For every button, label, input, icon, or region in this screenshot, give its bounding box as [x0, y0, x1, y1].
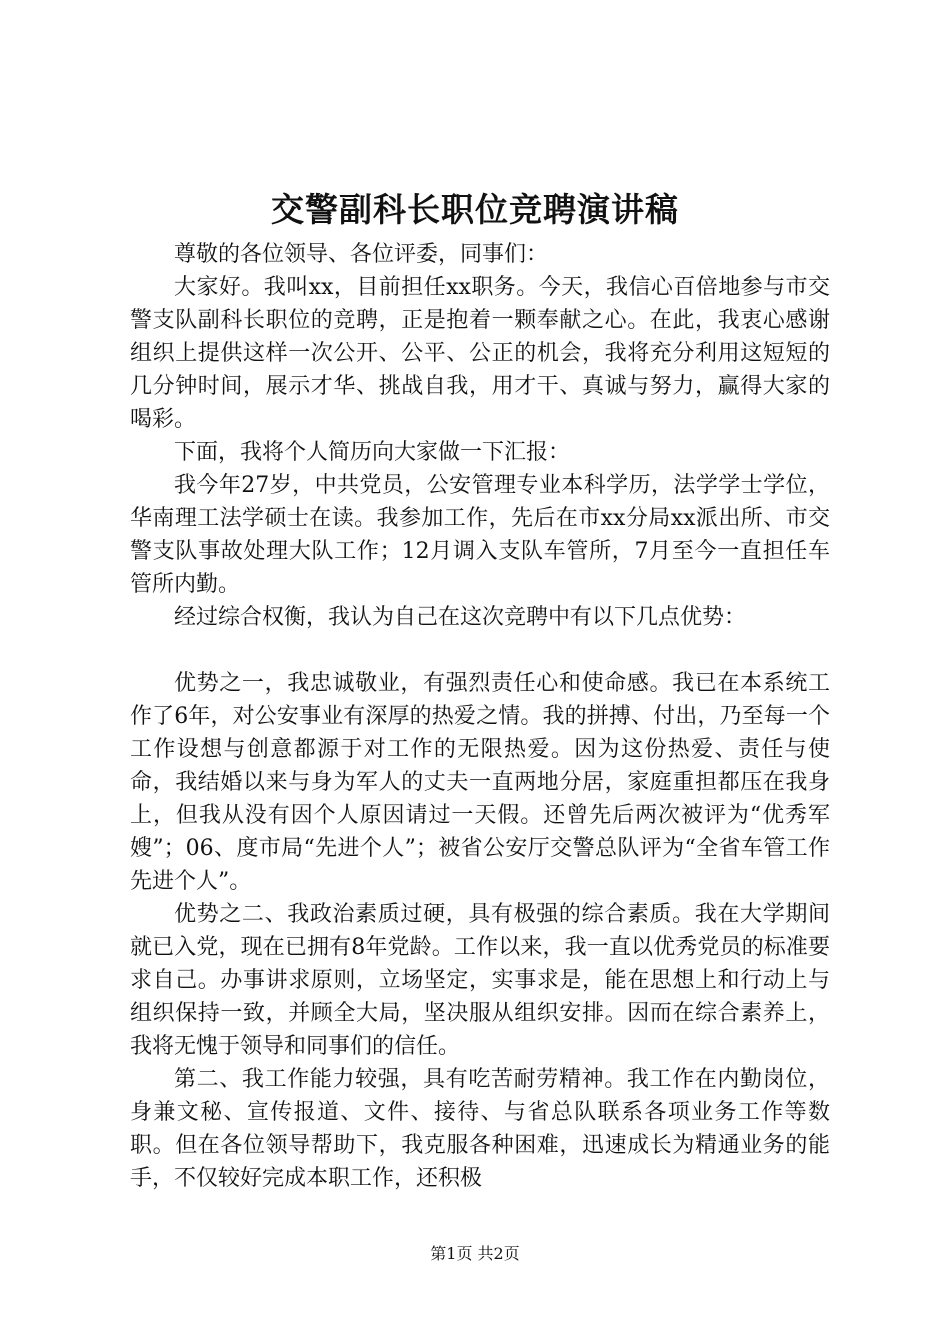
- paragraph-resume-intro: 下面，我将个人简历向大家做一下汇报：: [174, 440, 571, 465]
- document-body: [130, 238, 830, 1195]
- paragraph-advantage-one: 优势之一，我忠诚敬业，有强烈责任心和使命感。我已在本系统工作了6年，对公安事业有深厚的热爱之情。我的拼搏、付出，乃至每一个工作设想与创意都源于对工作的无限热爱。因为这份热爱、责任与使命，我结婚以来与身为军人的丈夫一直两地分居，家庭重担都压在我身上，但我从没有因个人原因请过一天假。还曾先后两次被评为“优秀军嫂”；06、度市局“先进个人”；被省公安厅交警总队评为“全省车管工作先进个人”。: [130, 671, 830, 894]
- paragraph-salutation: 尊敬的各位领导、各位评委，同事们：: [174, 242, 549, 267]
- paragraph-advantage-two: 优势之二、我政治素质过硬，具有极强的综合素质。我在大学期间就已入党，现在已拥有8年党龄。工作以来，我一直以优秀党员的标准要求自己。办事讲求原则，立场坚定，实事求是，能在思想上和行动上与组织保持一致，并顾全大局，坚决服从组织安排。因而在综合素养上，我将无愧于领导和同事们的信任。: [130, 902, 830, 1059]
- page-footer: 第1页 共2页: [430, 1244, 520, 1263]
- paragraph-advantages-intro: 经过综合权衡，我认为自己在这次竞聘中有以下几点优势：: [174, 605, 747, 630]
- paragraph-second-point: 第二、我工作能力较强，具有吃苦耐劳精神。我工作在内勤岗位，身兼文秘、宣传报道、文件、接待、与省总队联系各项业务工作等数职。但在各位领导帮助下，我克服各种困难，迅速成长为精通业务的能手，不仅较好完成本职工作，还积极: [130, 1067, 830, 1191]
- paragraph-spacer: [130, 634, 830, 667]
- paragraph-greeting: 大家好。我叫xx，目前担任xx职务。今天，我信心百倍地参与市交警支队副科长职位的竞聘，正是抱着一颗奉献之心。在此，我衷心感谢组织上提供这样一次公开、公平、公正的机会，我将充分利用这短短的几分钟时间，展示才华、挑战自我，用才干、真诚与努力，赢得大家的喝彩。: [130, 275, 830, 432]
- document-title: 交警副科长职位竞聘演讲稿: [271, 190, 679, 229]
- paragraph-resume: 我今年27岁，中共党员，公安管理专业本科学历，法学学士学位，华南理工法学硕士在读。我参加工作，先后在市xx分局xx派出所、市交警支队事故处理大队工作；12月调入支队车管所，7月至今一直担任车管所内勤。: [130, 473, 830, 597]
